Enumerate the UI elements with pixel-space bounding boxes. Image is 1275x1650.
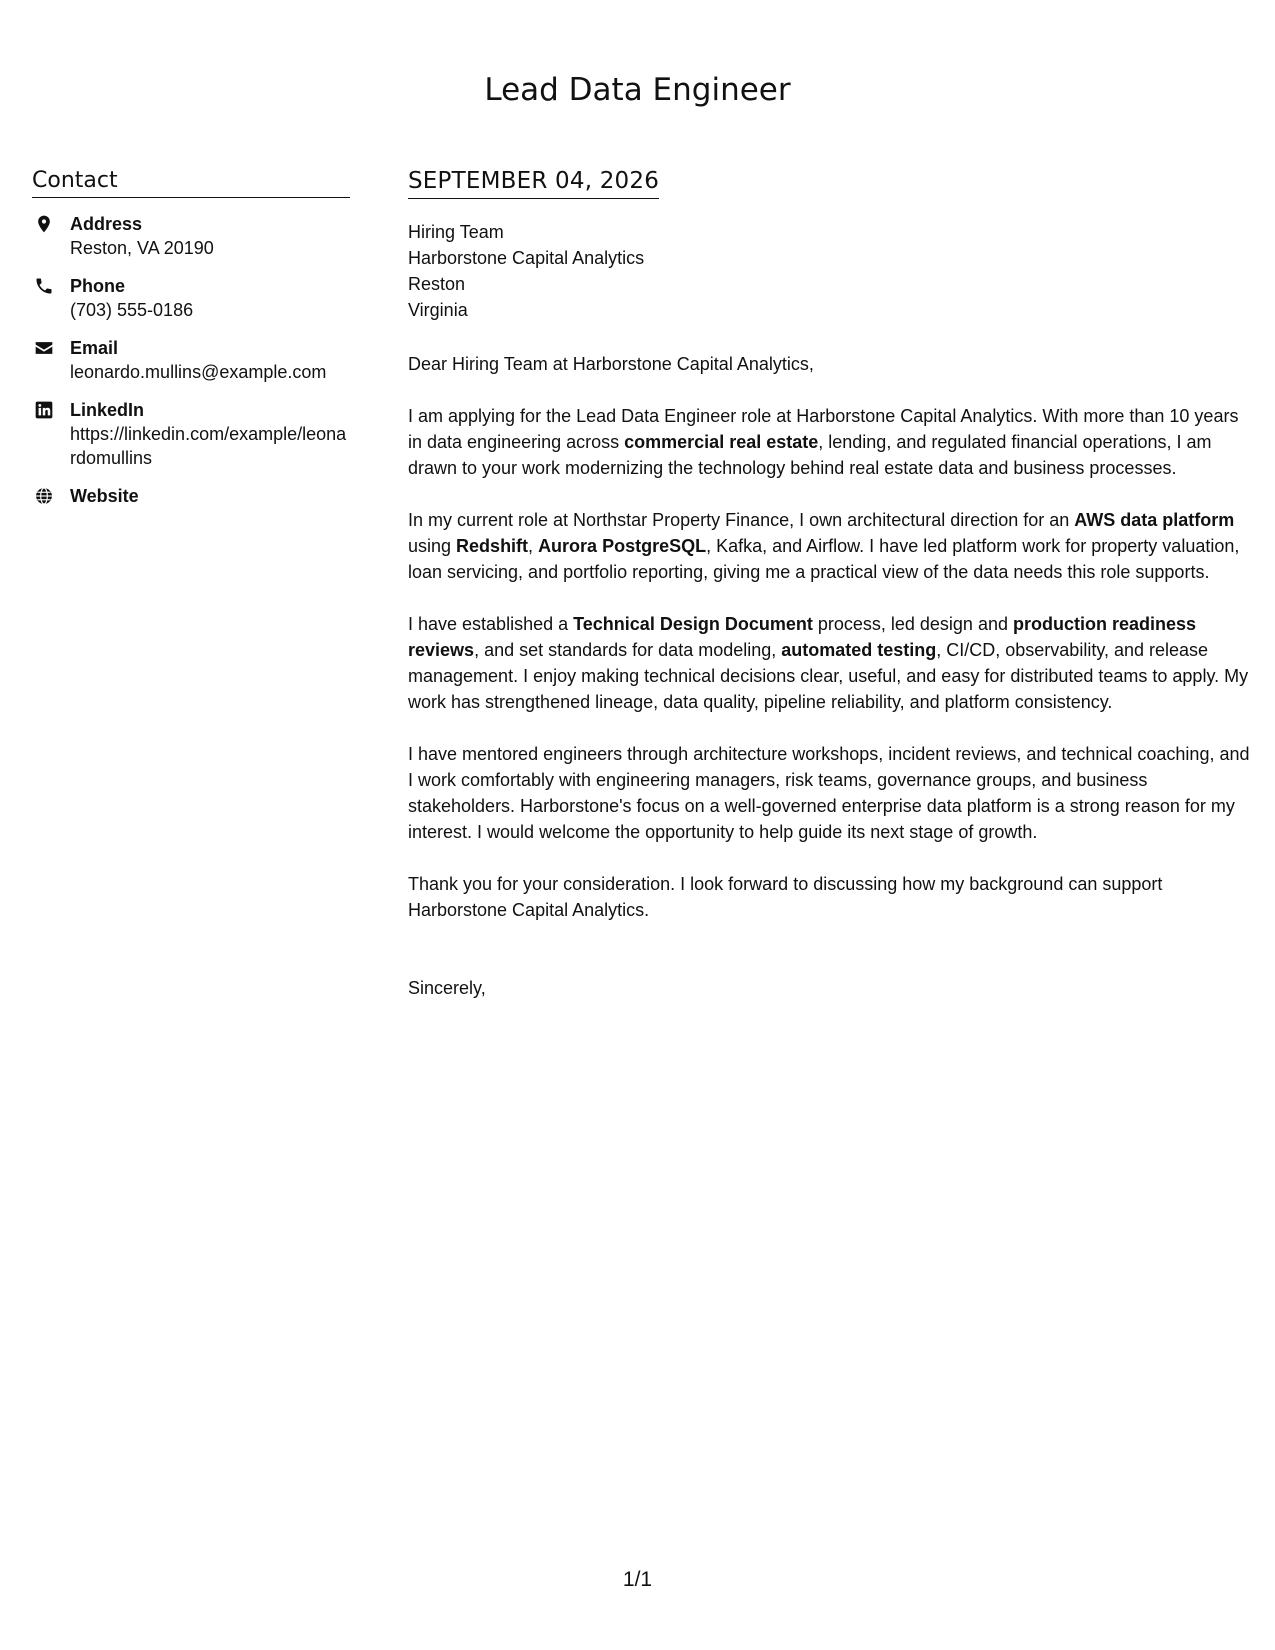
contact-item-linkedin [32,398,350,470]
contact-heading: Contact [32,168,350,198]
body-text: , Kafka, and Airflow. I have led platform work for property valuation, loan servicing, and portfolio reporting, giving me a practical view of the data needs this role supports. [408,536,1240,582]
letter-paragraph [408,611,1250,715]
body-text: process, led design and [812,614,1013,634]
contact-item-email [32,336,350,384]
letter-date: SEPTEMBER 04, 2026 [408,168,659,199]
letter-paragraph [408,871,1250,923]
recipient-line: Harborstone Capital Analytics [408,248,645,268]
contact-label: Phone [70,276,126,296]
phone-icon [32,274,70,322]
body-text: Thank you for your consideration. I look forward to discussing how my background can support Harborstone Capital Analytics. [408,874,1163,920]
contact-label: Email [70,338,119,358]
emphasis-text: Aurora PostgreSQL [538,536,707,556]
contact-item-phone [32,274,350,322]
email-link[interactable]: leonardo.mullins@example.com [70,362,327,382]
page-title: Lead Data Engineer [484,72,791,108]
recipient-line: Hiring Team [408,222,504,242]
emphasis-text: AWS data platform [1074,510,1235,530]
contact-sidebar [32,168,350,522]
closing: Sincerely, [408,978,486,998]
page-indicator: 1/1 [622,1568,653,1591]
map-pin-icon [32,212,70,260]
body-text: , CI/CD, observability, and release management. I enjoy making technical decisions clear, useful, and easy for distributed teams to apply. My work has strengthened lineage, data quality, pipeline reliability, and platform consistency. [408,640,1249,712]
recipient-line: Virginia [408,300,468,320]
contact-label[interactable]: Website [70,486,139,506]
contact-label: LinkedIn [70,400,145,420]
contact-label: Address [70,214,143,234]
body-text: using [408,536,457,556]
contact-item-website [32,484,350,508]
emphasis-text: production readiness reviews [408,614,1197,660]
linkedin-icon [32,398,70,470]
linkedin-link[interactable]: https://linkedin.com/example/leonardomullins [70,424,347,468]
body-text: , and set standards for data modeling, [474,640,782,660]
envelope-icon [32,336,70,384]
recipient-block [408,219,1250,323]
salutation: Dear Hiring Team at Harborstone Capital Analytics, [408,354,814,374]
address-value: Reston, VA 20190 [70,238,214,258]
emphasis-text: automated testing [781,640,937,660]
contact-item-address [32,212,350,260]
globe-icon [32,484,70,508]
recipient-line: Reston [408,274,466,294]
phone-value: (703) 555-0186 [70,300,194,320]
body-text: , [528,536,539,556]
letter-body [408,168,1250,1001]
emphasis-text: Redshift [456,536,529,556]
emphasis-text: Technical Design Document [573,614,813,634]
letter-paragraph [408,507,1250,585]
body-text: , lending, and regulated financial operations, I am drawn to your work modernizing the technology behind real estate data and business processes. [408,432,1212,478]
emphasis-text: commercial real estate [624,432,819,452]
body-text: I have established a [408,614,574,634]
letter-paragraph [408,741,1250,845]
letter-paragraph [408,403,1250,481]
body-text: In my current role at Northstar Property Finance, I own architectural direction for an [408,510,1075,530]
body-text: I am applying for the Lead Data Engineer role at Harborstone Capital Analytics. With more than 10 years in data engineering across [408,406,1239,452]
body-text: I have mentored engineers through architecture workshops, incident reviews, and technical coaching, and I work comfortably with engineering managers, risk teams, governance groups, and business stakeholders. Harborstone's focus on a well-governed enterprise data platform is a strong reason for my interest. I would welcome the opportunity to help guide its next stage of growth. [408,744,1250,842]
